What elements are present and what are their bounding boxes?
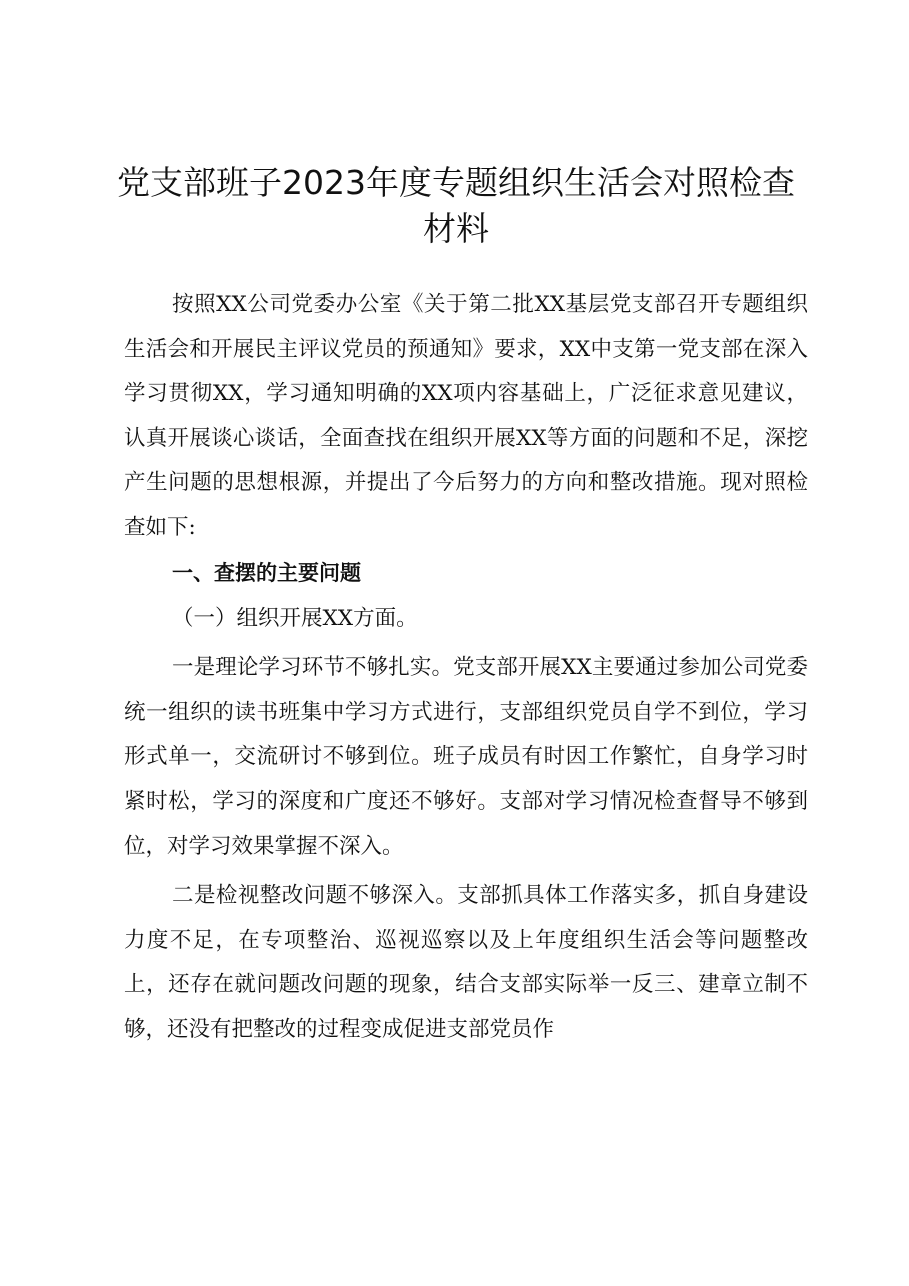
section-heading: 一、查摆的主要问题 xyxy=(172,560,361,585)
document-title: 党支部班子2023年度专题组织生活会对照检查材料 xyxy=(117,163,795,248)
intro-paragraph: 按照XX公司党委办公室《关于第二批XX基层党支部召开专题组织生活会和开展民主评议党员的预通知》要求，XX中支第一党支部在深入学习贯彻XX，学习通知明确的XX项内容基础上，广泛征求意见建议，认真开展谈心谈话，全面查找在组织开展XX等方面的问题和不足，深挖产生问题的思想根源，并提出了今后努力的方向和整改措施。现对照检查如下: xyxy=(124,292,808,540)
subsection-heading: （一）组织开展XX方面。 xyxy=(172,606,418,632)
point-paragraph-1: 一是理论学习环节不够扎实。党支部开展XX主要通过参加公司党委统一组织的读书班集中学习方式进行，支部组织党员自学不到位，学习形式单一，交流研讨不够到位。班子成员有时因工作繁忙，自身学习时紧时松，学习的深度和广度还不够好。支部对学习情况检查督导不够到位，对学习效果掌握不深入。 xyxy=(124,655,808,859)
document-body xyxy=(124,283,808,1053)
point-paragraph-2: 二是检视整改问题不够深入。支部抓具体工作落实多，抓自身建设力度不足，在专项整治、巡视巡察以及上年度组织生活会等问题整改上，还存在就问题改问题的现象，结合支部实际举一反三、建章立制不够，还没有把整改的过程变成促进支部党员作 xyxy=(124,883,808,1042)
